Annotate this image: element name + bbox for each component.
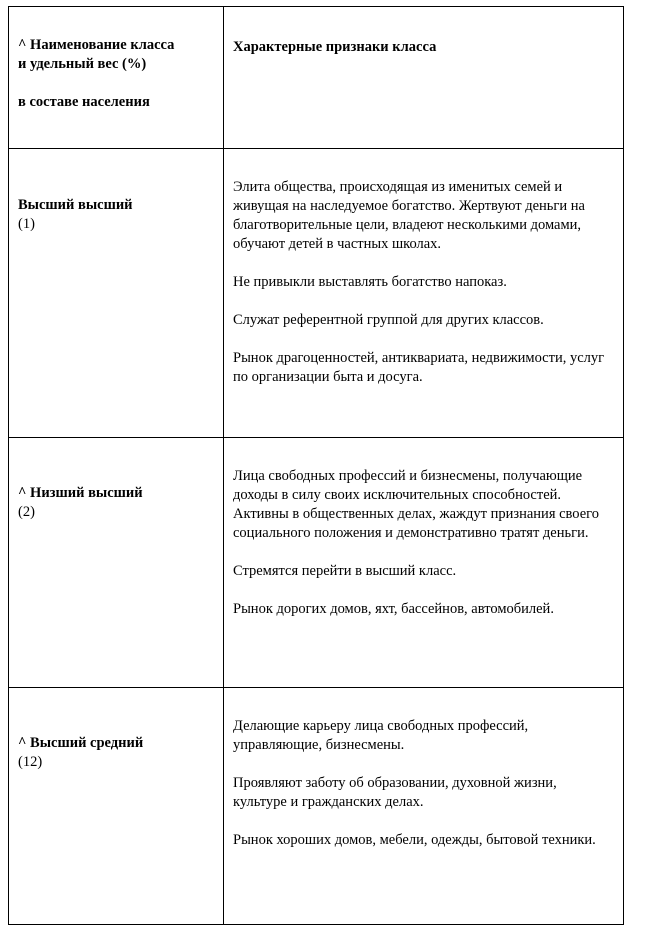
- class-name-cell: [9, 688, 224, 925]
- class-features-cell: [224, 438, 624, 688]
- feature-paragraph: Элита общества, происходящая из именитых семей и живущая на наследуемое богатство. Жертвуют деньги на благотворительные цели, владеют несколькими домами, обучают детей в частных школах.: [233, 179, 585, 252]
- feature-paragraph: Не привыкли выставлять богатство напоказ.: [233, 274, 507, 290]
- class-share: (12): [18, 754, 43, 770]
- table-row: [9, 438, 624, 688]
- header-features-label: Характерные признаки класса: [233, 39, 437, 55]
- header-class-name-cell: [9, 7, 224, 149]
- class-features-cell: [224, 688, 624, 925]
- class-name-cell: [9, 149, 224, 438]
- feature-paragraph: Служат референтной группой для других классов.: [233, 312, 544, 328]
- feature-paragraph: Проявляют заботу об образовании, духовной жизни, культуре и гражданских делах.: [233, 775, 557, 810]
- feature-paragraph: Рынок хороших домов, мебели, одежды, бытовой техники.: [233, 832, 596, 848]
- header-features-cell: [224, 7, 624, 149]
- table-header-row: [9, 7, 624, 149]
- header-class-name-line1: ^ Наименование класса: [18, 37, 175, 53]
- feature-paragraph: Рынок драгоценностей, антиквариата, недвижимости, услуг по организации быта и досуга.: [233, 350, 605, 385]
- class-share: (2): [18, 504, 35, 520]
- social-class-table: [8, 6, 624, 925]
- table-row: [9, 688, 624, 925]
- class-name: Высший высший: [18, 197, 133, 213]
- feature-paragraph: Делающие карьеру лица свободных профессий, управляющие, бизнесмены.: [233, 718, 529, 753]
- table-row: [9, 149, 624, 438]
- feature-paragraph: Рынок дорогих домов, яхт, бассейнов, автомобилей.: [233, 601, 554, 617]
- class-name-cell: [9, 438, 224, 688]
- feature-paragraph: Лица свободных профессий и бизнесмены, получающие доходы в силу своих исключительных способностей. Активны в общественных делах, жаждут признания своего социального положения и демонстративно тратят деньги.: [233, 468, 599, 541]
- class-share: (1): [18, 216, 35, 232]
- header-class-name-line2: и удельный вес (%): [18, 56, 147, 72]
- feature-paragraph: Стремятся перейти в высший класс.: [233, 563, 457, 579]
- class-name: ^ Высший средний: [18, 735, 144, 751]
- class-features-cell: [224, 149, 624, 438]
- class-name: ^ Низший высший: [18, 485, 143, 501]
- header-class-name-line3: в составе населения: [18, 94, 150, 110]
